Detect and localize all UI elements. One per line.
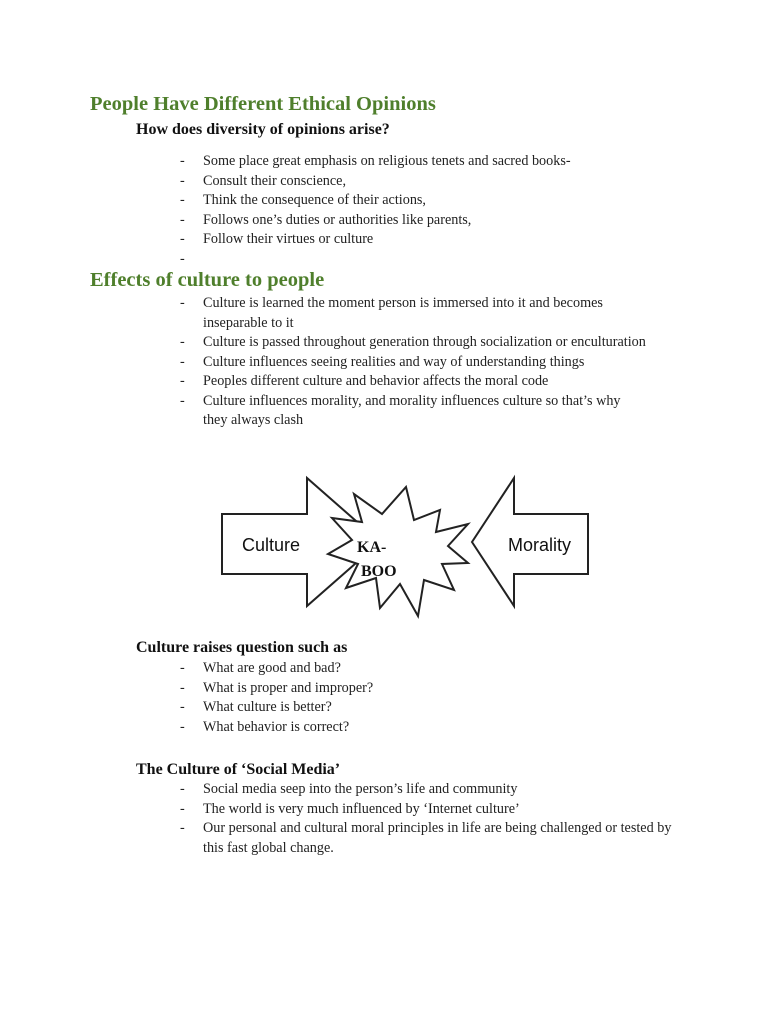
list-item xyxy=(178,333,648,353)
bullet-dash: - xyxy=(180,250,185,267)
list-item-text: The world is very much influenced by ‘Internet culture’ xyxy=(203,800,520,817)
list-item-text: Think the consequence of their actions, xyxy=(203,192,426,208)
bullet-dash: - xyxy=(180,172,185,189)
list-item-text: Consult their conscience, xyxy=(203,172,347,189)
list-item xyxy=(178,718,698,738)
bullet-dash: - xyxy=(180,392,185,409)
list-item-text: Our personal and cultural moral principles in life are being challenged or tested by this fast global change. xyxy=(203,820,672,856)
bullet-dash: - xyxy=(180,231,185,247)
list-social-media xyxy=(178,780,688,858)
section-title-culture-questions: Culture raises question such as xyxy=(136,639,348,656)
list-item-text: Culture is passed throughout generation through socialization or enculturation xyxy=(203,334,646,350)
bullet-dash: - xyxy=(180,699,185,715)
section-subtitle-diversity: How does diversity of opinions arise? xyxy=(136,121,390,138)
list-item-text: What are good and bad? xyxy=(203,660,341,676)
bullet-dash: - xyxy=(180,373,185,389)
list-item xyxy=(178,211,698,231)
section-title-social-media: The Culture of ‘Social Media’ xyxy=(136,761,341,778)
list-item-text: Follows one’s duties or authorities like parents, xyxy=(203,211,472,228)
list-item-text: Follow their virtues or culture xyxy=(203,231,374,247)
list-item xyxy=(178,353,648,373)
list-item-text: Culture influences morality, and morality influences culture so that’s why they always clash xyxy=(203,392,621,428)
list-item xyxy=(178,372,648,392)
list-item-text: Culture influences seeing realities and way of understanding things xyxy=(203,353,585,370)
list-item xyxy=(178,698,698,718)
list-item xyxy=(178,819,688,858)
list-item xyxy=(178,679,698,699)
list-item xyxy=(178,172,698,192)
list-item-text: What culture is better? xyxy=(203,699,332,715)
kaboo-label-line1: KA- xyxy=(357,539,387,556)
bullet-dash: - xyxy=(180,781,185,797)
list-item xyxy=(178,191,698,211)
list-item-text: Peoples different culture and behavior affects the moral code xyxy=(203,373,549,389)
list-item-text: What behavior is correct? xyxy=(203,718,350,735)
section-title-ethical-opinions: People Have Different Ethical Opinions xyxy=(90,93,436,115)
bullet-dash: - xyxy=(180,679,185,696)
list-item xyxy=(178,659,698,679)
list-item xyxy=(178,152,698,172)
bullet-dash: - xyxy=(180,153,185,169)
section-title-culture-effects: Effects of culture to people xyxy=(90,269,325,291)
explosion-icon xyxy=(328,487,468,616)
bullet-dash: - xyxy=(180,718,185,735)
bullet-dash: - xyxy=(180,211,185,228)
culture-morality-diagram xyxy=(210,470,590,630)
list-item-text: Culture is learned the moment person is immersed into it and becomes inseparable to it xyxy=(203,295,603,331)
morality-label: Morality xyxy=(508,535,572,555)
list-diversity-reasons xyxy=(178,152,698,267)
bullet-dash: - xyxy=(180,800,185,817)
list-culture-questions xyxy=(178,659,698,737)
bullet-dash: - xyxy=(180,192,185,208)
list-item-text: Social media seep into the person’s life and community xyxy=(203,781,518,797)
bullet-dash: - xyxy=(180,660,185,676)
list-item-text: What is proper and improper? xyxy=(203,679,374,696)
list-item xyxy=(178,392,648,431)
list-culture-effects xyxy=(178,294,648,431)
kaboo-label-line2: BOO xyxy=(361,563,397,580)
bullet-dash: - xyxy=(180,295,185,311)
bullet-dash: - xyxy=(180,353,185,370)
culture-label: Culture xyxy=(242,535,301,555)
list-item xyxy=(178,294,648,333)
list-item xyxy=(178,800,688,820)
bullet-dash: - xyxy=(180,820,185,836)
list-item-text: Some place great emphasis on religious tenets and sacred books- xyxy=(203,153,571,169)
list-item xyxy=(178,780,688,800)
bullet-dash: - xyxy=(180,334,185,350)
list-item xyxy=(178,230,698,250)
